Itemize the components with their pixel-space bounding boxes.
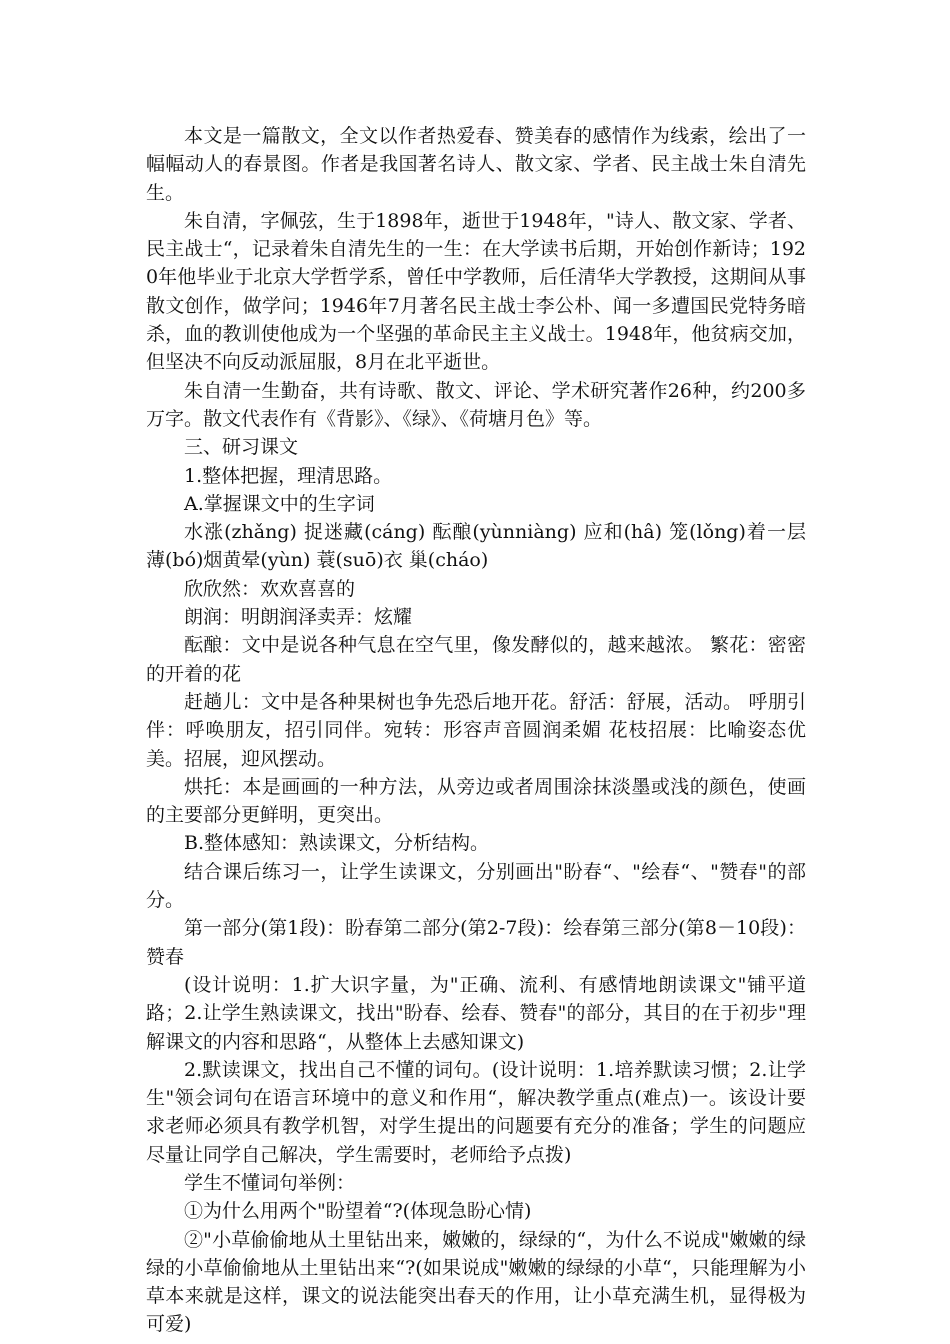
paragraph-silent-reading: 2.默读课文，找出自己不懂的词句。(设计说明：1.培养默读习惯；2.让学生"领会词句在语言环境中的意义和作用“，解决教学重点(难点)一。该设计要求老师必须具有教学机智，对学生提出的问题要有充分的准备；学生的问题应尽量让同学自己解决，学生需要时，老师给予点拨) (146, 1058, 806, 1166)
subsection-heading: 1.整体把握，理清思路。 (184, 464, 393, 487)
item-heading-a: A.掌握课文中的生字词 (184, 492, 375, 515)
document-body (146, 122, 806, 1339)
item-heading-b: B.整体感知：熟读课文，分析结构。 (184, 832, 490, 855)
vocabulary-definition: 酝酿：文中是说各种气息在空气里，像发酵似的，越来越浓。 繁花：密密的开着的花 (146, 634, 806, 685)
paragraph-structure: 第一部分(第1段)：盼春第二部分(第2-7段)：绘春第三部分(第8－10段)：赞春 (146, 917, 806, 968)
paragraph-works: 朱自清一生勤奋，共有诗歌、散文、评论、学术研究著作26种，约200多万字。散文代表作有《背影》、《绿》、《荷塘月色》等。 (146, 379, 806, 430)
vocabulary-definition: 烘托：本是画画的一种方法，从旁边或者周围涂抹淡墨或浅的颜色，使画的主要部分更鲜明，更突出。 (146, 775, 806, 827)
vocabulary-definition: 欣欣然：欢欢喜喜的 (184, 577, 356, 600)
paragraph-intro: 本文是一篇散文，全文以作者热爱春、赞美春的感情作为线索，绘出了一幅幅动人的春景图。作者是我国著名诗人、散文家、学者、民主战士朱自清先生。 (146, 125, 806, 204)
section-heading: 三、研习课文 (184, 436, 299, 459)
vocabulary-definition: 赶趟儿：文中是各种果树也争先恐后地开花。舒活：舒展，活动。 呼朋引伴：呼唤朋友，招引同伴。宛转：形容声音圆润柔媚 花枝招展：比喻姿态优美。招展，迎风摆动。 (146, 690, 806, 770)
paragraph-design-note: (设计说明：1.扩大识字量，为"正确、流利、有感情地朗读课文"铺平道路；2.让学生熟读课文，找出"盼春、绘春、赞春"的部分，其目的在于初步"理解课文的内容和思路“，从整体上去感知课文) (146, 973, 806, 1053)
list-item-example-2: ②"小草偷偷地从土里钻出来，嫩嫩的，绿绿的“，为什么不说成"嫩嫩的绿绿的小草偷偷地从土里钻出来“?(如果说成"嫩嫩的绿绿的小草“，只能理解为小草本来就是这样，课文的说法能突出春天的作用，让小草充满生机，显得极为可爱) (146, 1228, 806, 1336)
paragraph-exercise: 结合课后练习一，让学生读课文，分别画出"盼春“、"绘春“、"赞春"的部分。 (146, 860, 806, 912)
list-item-example-1: ①为什么用两个"盼望着“?(体现急盼心情) (184, 1200, 532, 1223)
paragraph-examples-heading: 学生不懂词句举例： (184, 1171, 356, 1194)
vocabulary-pinyin: 水涨(zhǎng) 捉迷藏(cáng) 酝酿(yùnniàng) 应和(hâ) 笼(lǒng)着一层薄(bó)烟黄晕(yùn) 蓑(suō)衣 巢(cháo) (146, 521, 806, 572)
vocabulary-definition: 朗润：明朗润泽卖弄：炫耀 (184, 606, 413, 629)
paragraph-author-bio: 朱自清，字佩弦，生于1898年，逝世于1948年，"诗人、散文家、学者、民主战士“，记录着朱自清先生的一生：在大学读书后期，开始创作新诗；1920年他毕业于北京大学哲学系，曾任中学教师，后任清华大学教授，这期间从事散文创作，做学问；1946年7月著名民主战士李公朴、闻一多遭国民党特务暗杀，血的教训使他成为一个坚强的革命民主主义战士。1948年，他贫病交加，但坚决不向反动派屈服，8月在北平逝世。 (146, 209, 806, 374)
